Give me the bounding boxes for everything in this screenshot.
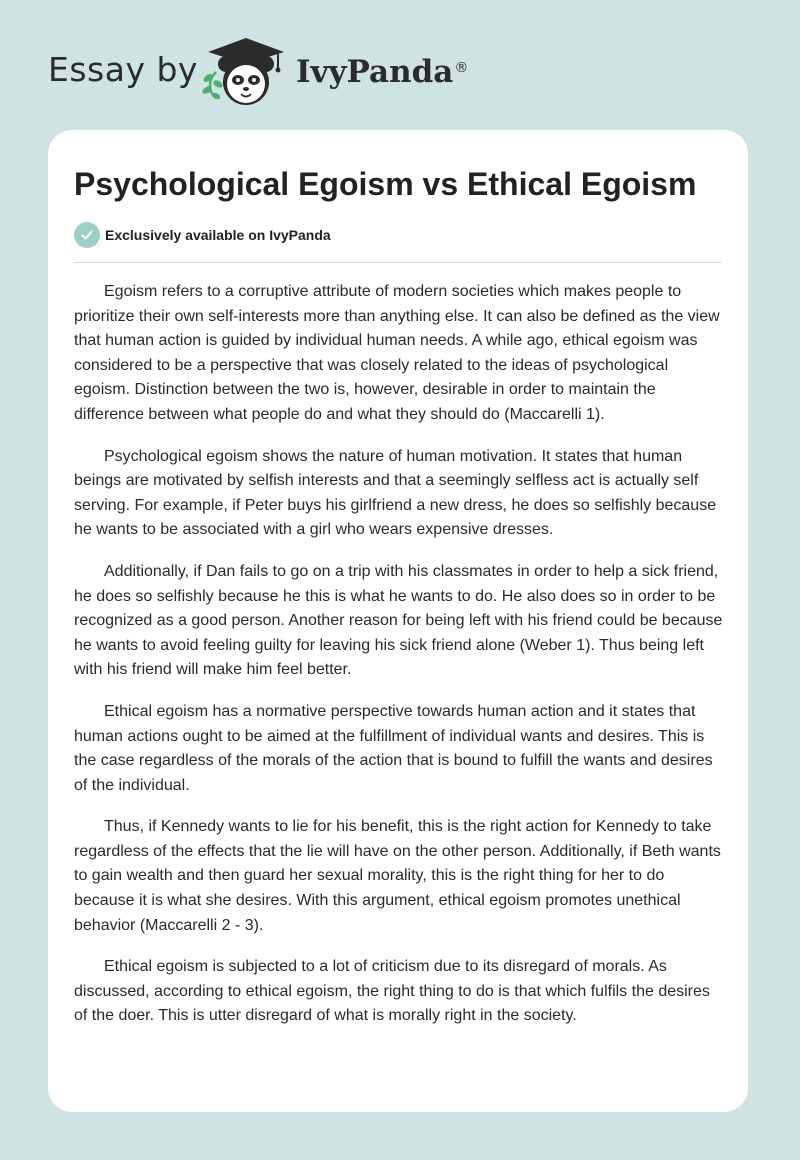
essay-by-label: Essay by — [48, 50, 198, 89]
page-title: Psychological Egoism vs Ethical Egoism — [74, 166, 697, 202]
paragraph-4: Ethical egoism has a normative perspective towards human action and it states that human actions ought to be aimed at the fulfillment of individual wants and desires. This is the case regardless of the morals of the action that is bound to fulfill the wants and desires of the individual. — [74, 702, 713, 794]
exclusive-badge — [74, 222, 331, 248]
paragraph-3: Additionally, if Dan fails to go on a trip with his classmates in order to help a sick friend, he does so selfishly because he this is what he wants to do. He also does so in order to be recognized as a good person. Another reason for being left with his friend could be because he wants to avoid feeling guilty for leaving his sick friend alone (Weber 1). Thus being left with his friend will make him feel better. — [74, 562, 723, 679]
brand-name-text: IvyPanda — [296, 54, 454, 90]
check-circle-icon — [74, 222, 100, 248]
registered-mark: ® — [454, 60, 469, 76]
paragraph-5: Thus, if Kennedy wants to lie for his benefit, this is the right action for Kennedy to take regardless of the effects that the lie will have on the other person. Additionally, if Beth wants to gain wealth and then guard her sexual morality, this is the right thing for her to do because it is what she desires. With this argument, ethical egoism promotes unethical behavior (Maccarelli 2 - 3). — [74, 818, 721, 934]
title-divider — [74, 262, 722, 263]
panda-logo-icon[interactable] — [198, 34, 294, 110]
ivypanda-wordmark[interactable] — [296, 52, 468, 92]
essay-card — [48, 130, 748, 1112]
site-header — [0, 0, 800, 120]
exclusive-badge-label: Exclusively available on IvyPanda — [105, 227, 331, 243]
paragraph-6: Ethical egoism is subjected to a lot of criticism due to its disregard of morals. As discussed, according to ethical egoism, the right thing to do is that which fulfils the desires of the doer. This is utter disregard of what is morally right in the society. — [74, 958, 710, 1025]
paragraph-2: Psychological egoism shows the nature of human motivation. It states that human beings are motivated by selfish interests and that a seemingly selfless act is actually self serving. For example, if Peter buys his girlfriend a new dress, he does so selfishly because he wants to be associated with a girl who wears expensive dresses. — [74, 447, 717, 539]
paragraph-1: Egoism refers to a corruptive attribute of modern societies which makes people to prioritize their own self-interests more than anything else. It can also be defined as the view that human action is guided by individual human needs. A while ago, ethical egoism was considered to be a perspective that was closely related to the ideas of psychological egoism. Distinction between the two is, however, desirable in order to maintain the difference between what people do and what they should do (Maccarelli 1). — [74, 283, 720, 423]
essay-body — [74, 280, 726, 1046]
